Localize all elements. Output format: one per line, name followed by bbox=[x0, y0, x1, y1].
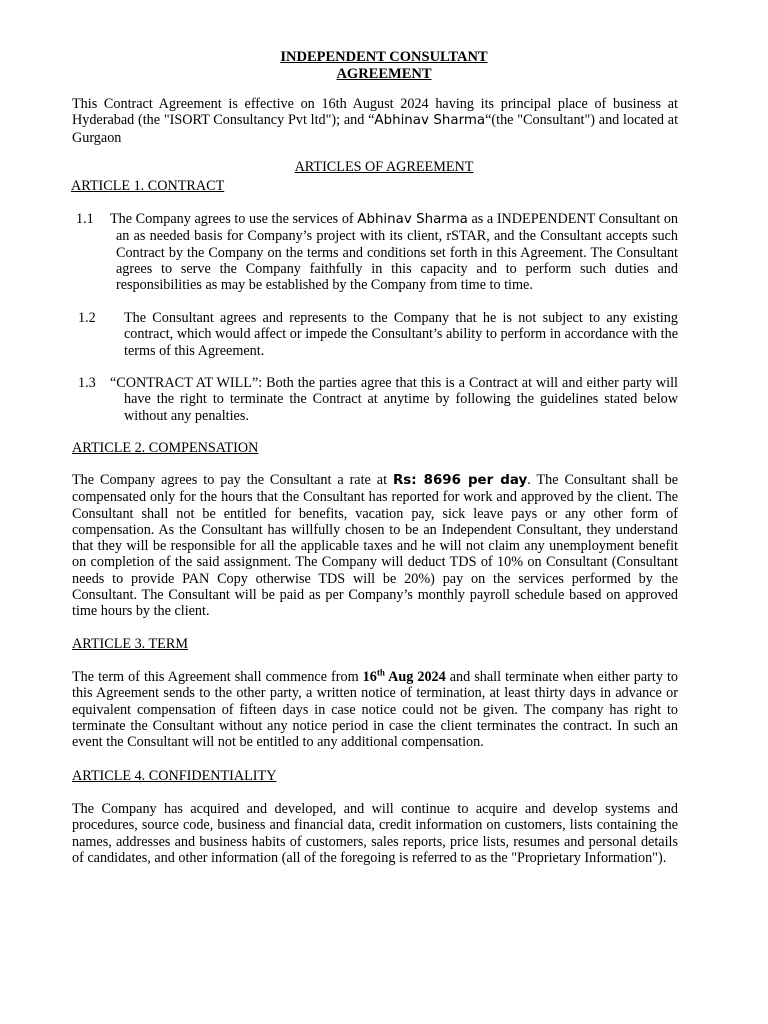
document-title-line1: INDEPENDENT CONSULTANT bbox=[280, 49, 488, 65]
document-title-line2: AGREEMENT bbox=[336, 66, 432, 82]
consultant-name: Abhinav Sharma bbox=[357, 212, 468, 227]
article1-item-3: “CONTRACT AT WILL”: Both the parties agree that this is a Contract at will and either party will have the right to terminate the Contract at anytime by following the guidelines stated below without any penalties. bbox=[110, 375, 678, 424]
consultant-name: Abhinav Sharma bbox=[374, 113, 486, 129]
item-number: 1.2 bbox=[78, 310, 96, 326]
article1-item-1: The Company agrees to use the services of Abhinav Sharma as a INDEPENDENT Consultant on an as needed basis for Company’s project with its client, rSTAR, and the Consultant accepts such Contract by the Company on the terms and conditions set forth in this Agreement. The Consultant agrees to serve the Company faithfully in this capacity and to perform such duties and responsibilities as may be established by the Company from time to time. bbox=[110, 211, 679, 294]
article2-heading: ARTICLE 2. COMPENSATION bbox=[72, 440, 259, 456]
item-number: 1.3 bbox=[78, 375, 96, 391]
item-number: 1.1 bbox=[76, 211, 94, 227]
article3-paragraph: The term of this Agreement shall commence from 16th Aug 2024 and shall terminate when either party to this Agreement sends to the other party, a written notice of termination, at least thirty days in advance or equivalent compensation of fifteen days in case notice could not be given. The company has right to terminate the Consultant without any notice period in case the client terminates the contract. In such an event the Consultant will not be entitled to any additional compensation. bbox=[72, 667, 678, 751]
article1-heading: ARTICLE 1. CONTRACT bbox=[71, 178, 225, 194]
start-date: 16th Aug 2024 bbox=[362, 667, 446, 685]
rate-value: Rs: 8696 per day bbox=[392, 473, 528, 488]
articles-heading: ARTICLES OF AGREEMENT bbox=[294, 159, 474, 175]
article4-heading: ARTICLE 4. CONFIDENTIALITY bbox=[72, 768, 277, 784]
article2-paragraph: The Company agrees to pay the Consultant a rate at Rs: 8696 per day. The Consultant shall be compensated only for the hours that the Consultant has reported for work and approved by the client. The Consultant shall not be entitled for benefits, vacation pay, sick leave pays or any other form of compensation. As the Consultant has willfully chosen to be an Independent Consultant, they understand that they will be responsible for all the applicable taxes and he will not claim any unemployment benefit on completion of the said assignment. The Company will deduct TDS of 10% on Consultant (Consultant needs to provide PAN Copy otherwise TDS will be 20%) pay on the services performed by the Consultant. The Consultant will be paid as per Company’s monthly payroll schedule based on approved time hours by the client. bbox=[72, 472, 679, 620]
intro-paragraph: This Contract Agreement is effective on 16th August 2024 having its principal place of business at Hyderabad (the "ISORT Consultancy Pvt ltd"); and “Abhinav Sharma“(the "Consultant") and located at Gurgaon bbox=[72, 96, 679, 146]
article3-heading: ARTICLE 3. TERM bbox=[72, 636, 188, 652]
article1-item-2: The Consultant agrees and represents to the Company that he is not subject to any existing contract, which would affect or impede the Consultant’s ability to perform in accordance with the terms of this Agreement. bbox=[124, 310, 678, 359]
article4-paragraph: The Company has acquired and developed, and will continue to acquire and develop systems and procedures, source code, business and financial data, credit information on customers, lists containing the names, addresses and business habits of customers, sales reports, price lists, resumes and personal details of candidates, and other information (all of the foregoing is referred to as the "Proprietary Information"). bbox=[72, 801, 678, 866]
